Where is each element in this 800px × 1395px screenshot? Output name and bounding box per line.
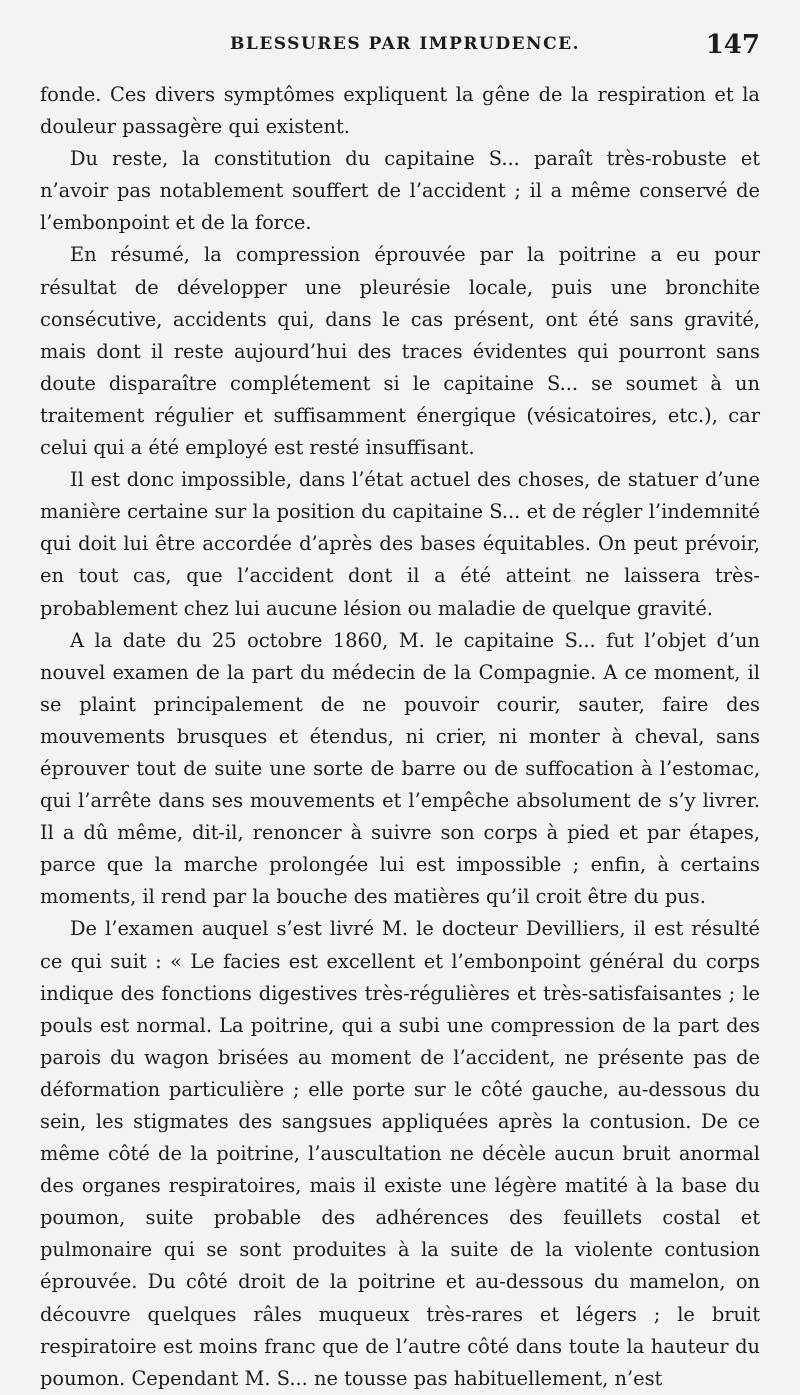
paragraph-constitution: Du reste, la constitution du capitaine S... paraît très-robuste et n’avoir pas notablement souffert de l’accident ; il a même conservé de l’embonpoint et de la force. (40, 147, 760, 235)
paragraph-new-exam: A la date du 25 octobre 1860, M. le capitaine S... fut l’objet d’un nouvel examen de la part du médecin de la Compagnie. A ce moment, il se plaint principalement de ne pouvoir courir, sauter, faire des mouvements brusques et étendus, ni crier, ni monter à cheval, sans éprouver tout de suite une sorte de barre ou de suffocation à l’estomac, qui l’arrête dans ses mouvements et l’empêche absolument de s’y livrer. Il a dû même, dit-il, renoncer à suivre son corps à pied et par étapes, parce que la marche prolongée lui est impossible ; enfin, à certains moments, il rend par la bouche des matières qu’il croit être du pus. (40, 628, 760, 909)
running-head: BLESSURES PAR IMPRUDENCE. (230, 34, 580, 54)
page-header (40, 30, 760, 66)
body-text (40, 79, 760, 1395)
paragraph-summary: En résumé, la compression éprouvée par la poitrine a eu pour résultat de développer une pleurésie locale, puis une bronchite consécutive, accidents qui, dans le cas présent, ont été sans gravité, mais dont il reste aujourd’hui des traces évidentes qui pourront sans doute disparaître complétement si le capitaine S... se soumet à un traitement régulier et suffisamment énergique (vésicatoires, etc.), car celui qui a été employé est resté insuffisant. (40, 243, 760, 460)
paragraph-doctor-report: De l’examen auquel s’est livré M. le docteur Devilliers, il est résulté ce qui suit : « Le facies est excellent et l’embonpoint général du corps indique des fonctions digestives très-régulières et très-satisfaisantes ; le pouls est normal. La poitrine, qui a subi une compression de la part des parois du wagon brisées au moment de l’accident, ne présente pas de déformation particulière ; elle porte sur le côté gauche, au-dessous du sein, les stigmates des sangsues appliquées après la contusion. De ce même côté de la poitrine, l’auscultation ne décèle aucun bruit anormal des organes respiratoires, mais il existe une légère matité à la base du poumon, suite probable des adhérences des feuillets costal et pulmonaire qui se sont produites à la suite de la violente contusion éprouvée. Du côté droit de la poitrine et au-dessous du mamelon, on découvre quelques râles muqueux très-rares et légers ; le bruit respiratoire est moins franc que de l’autre côté dans toute la hauteur du poumon. Cependant M. S... ne tousse pas habituellement, n’est (40, 917, 760, 1390)
page-number: 147 (705, 30, 760, 60)
paragraph-indemnity: Il est donc impossible, dans l’état actuel des choses, de statuer d’une manière certaine sur la position du capitaine S... et de régler l’indemnité qui doit lui être accordée d’après des bases équitables. On peut prévoir, en tout cas, que l’accident dont il a été atteint ne laissera très-probablement chez lui aucune lésion ou maladie de quelque gravité. (40, 468, 760, 620)
paragraph-continuation: fonde. Ces divers symptômes expliquent la gêne de la respiration et la douleur passagère qui existent. (40, 83, 760, 139)
